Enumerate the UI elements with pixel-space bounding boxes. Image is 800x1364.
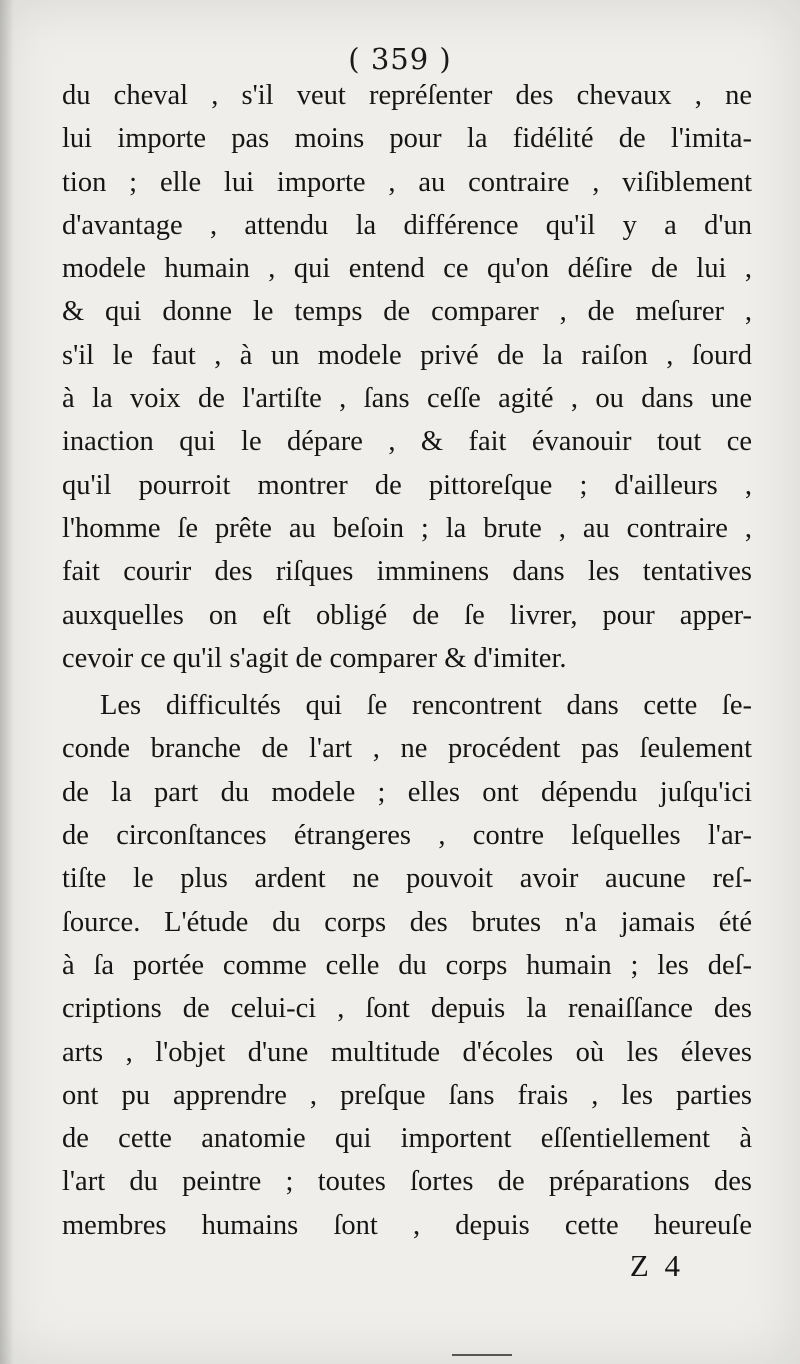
text-line: modele humain , qui entend ce qu'on déſire de lui , xyxy=(62,253,752,285)
text-line: & qui donne le temps de comparer , de meſurer , xyxy=(62,296,752,328)
text-line: cevoir ce qu'il s'agit de comparer & d'imiter. xyxy=(62,642,567,674)
signature-mark: Z 4 xyxy=(629,1248,684,1283)
text-line: tion ; elle lui importe , au contraire , viſiblement xyxy=(62,166,752,198)
text-line: criptions de celui-ci , ſont depuis la renaiſſance des xyxy=(62,993,752,1025)
text-line: l'art du peintre ; toutes ſortes de préparations des xyxy=(62,1166,752,1198)
text-line: qu'il pourroit montrer de pittoreſque ; d'ailleurs , xyxy=(62,469,752,501)
text-line: auxquelles on eſt obligé de ſe livrer, pour apper- xyxy=(62,599,752,631)
text-line: de cette anatomie qui importent eſſentiellement à xyxy=(62,1123,752,1155)
text-line: de circonſtances étrangeres , contre leſquelles l'ar- xyxy=(62,820,752,852)
paragraph-2 xyxy=(62,684,752,1247)
text-line: s'il le faut , à un modele privé de la raiſon , ſourd xyxy=(62,339,752,371)
text-line: arts , l'objet d'une multitude d'écoles où les éleves xyxy=(62,1036,752,1068)
text-line: à ſa portée comme celle du corps humain ; les deſ- xyxy=(62,949,752,981)
body-text xyxy=(62,74,752,1247)
text-line: ſource. L'étude du corps des brutes n'a jamais été xyxy=(62,906,752,938)
text-line: lui importe pas moins pour la fidélité de l'imita- xyxy=(62,123,752,155)
text-line: Les difficultés qui ſe rencontrent dans cette ſe- xyxy=(100,690,752,722)
text-line: membres humains ſont , depuis cette heureuſe xyxy=(62,1209,752,1241)
text-line: de la part du modele ; elles ont dépendu juſqu'ici xyxy=(62,776,752,808)
text-line: du cheval , s'il veut repréſenter des chevaux , ne xyxy=(62,80,752,111)
bottom-rule xyxy=(452,1354,512,1356)
text-line: conde branche de l'art , ne procédent pas ſeulement xyxy=(62,733,752,765)
text-line: d'avantage , attendu la différence qu'il y a d'un xyxy=(62,209,752,241)
text-line: l'homme ſe prête au beſoin ; la brute , au contraire , xyxy=(62,512,752,544)
paragraph-1 xyxy=(62,74,752,680)
text-line: ont pu apprendre , preſque ſans frais , les parties xyxy=(62,1079,752,1111)
text-line: fait courir des riſques imminens dans les tentatives xyxy=(62,556,752,588)
text-line: à la voix de l'artiſte , ſans ceſſe agité , ou dans une xyxy=(62,383,752,415)
spine-shadow xyxy=(0,0,14,1364)
page-number: ( 359 ) xyxy=(348,42,452,76)
text-line: tiſte le plus ardent ne pouvoit avoir aucune reſ- xyxy=(62,863,752,895)
text-line: inaction qui le dépare , & fait évanouir tout ce xyxy=(62,426,752,458)
